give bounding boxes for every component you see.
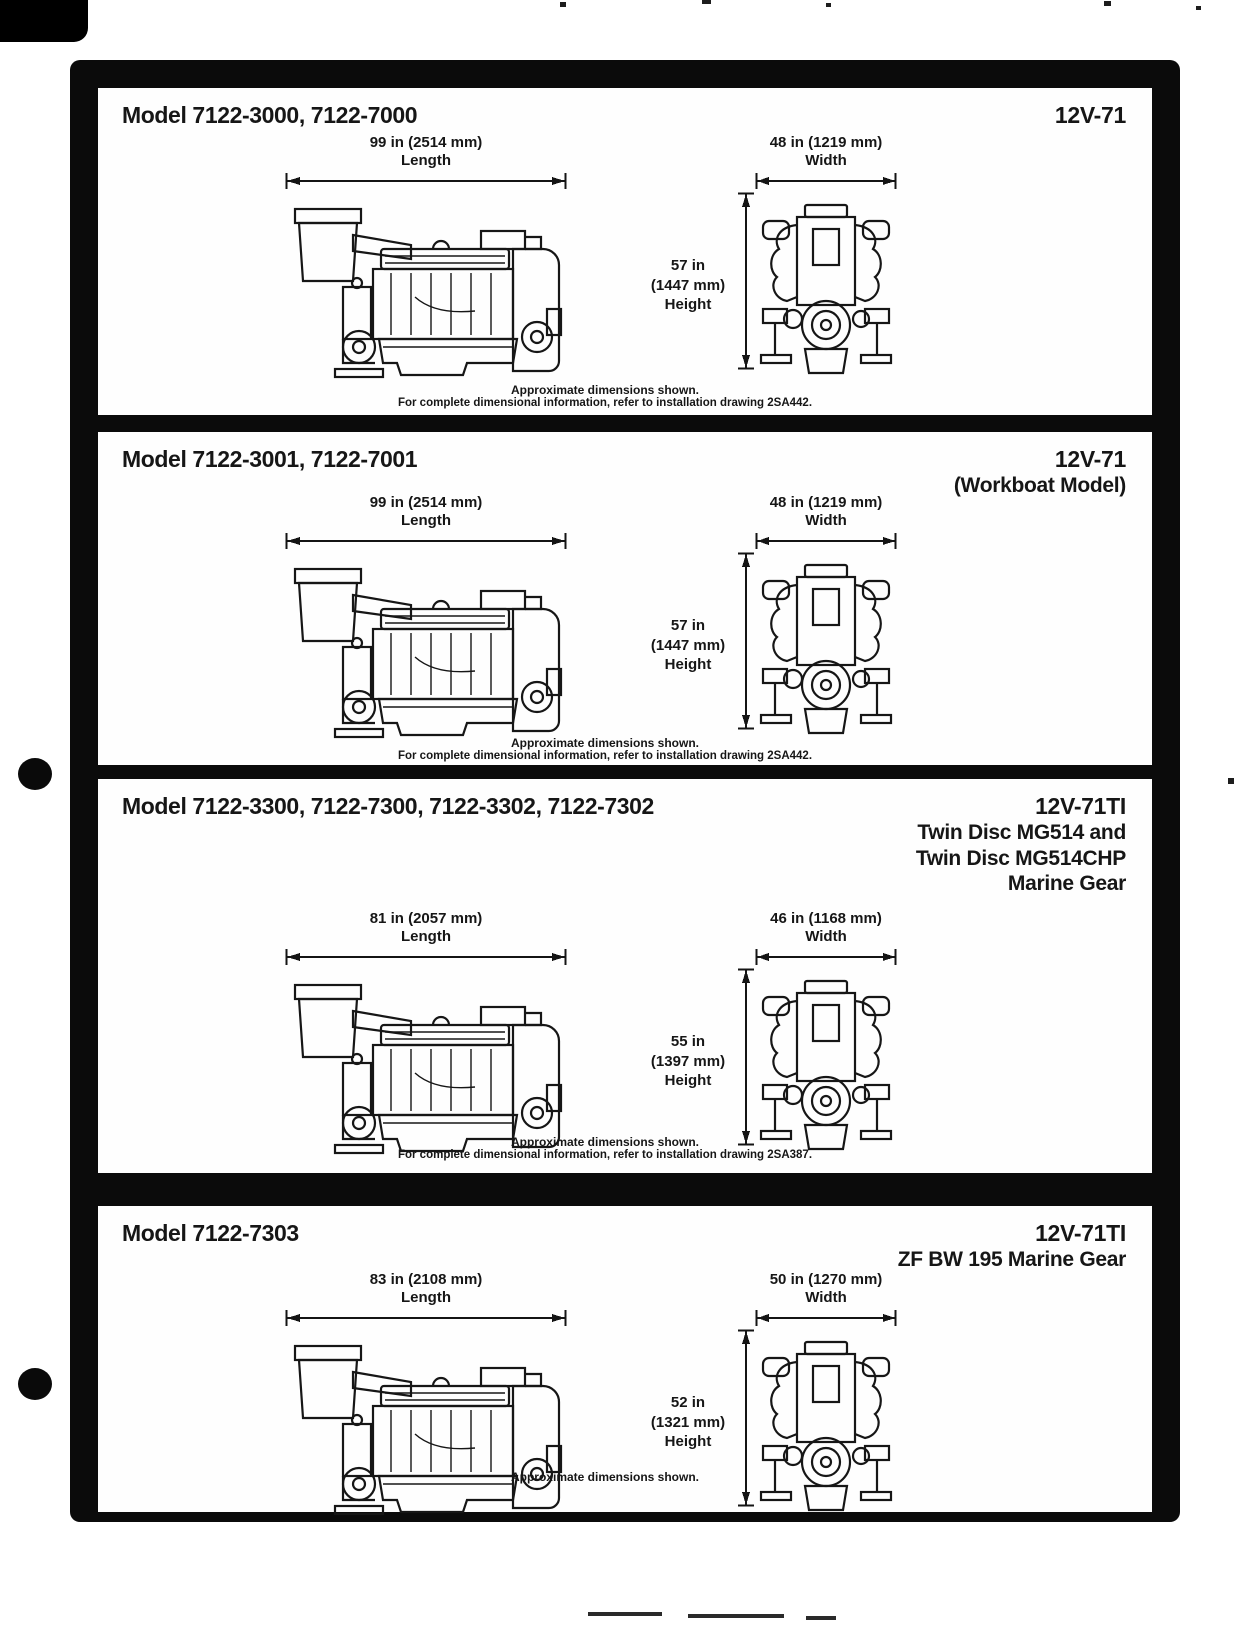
width-dimension-arrow: [755, 173, 897, 189]
height-dimension-mm: (1321 mm): [650, 1413, 726, 1431]
height-dimension-value: 57 in: [670, 257, 706, 274]
height-dimension-label: Height: [664, 296, 712, 313]
scan-noise-dot: [1196, 6, 1201, 10]
panel-header: [98, 88, 1152, 129]
height-dimension-arrow: [738, 968, 754, 1146]
width-dimension-value: 50 in (1270 mm): [769, 1271, 883, 1288]
engine-front-view-drawing: [755, 557, 897, 739]
engine-sublabel: Marine Gear: [1007, 872, 1126, 896]
engine-sublabel: Twin Disc MG514CHP: [915, 846, 1126, 870]
length-dimension-label: Length: [401, 928, 451, 945]
panel-notes: [98, 736, 1112, 762]
engine-side-view-drawing: [285, 197, 567, 383]
engine-side-view-drawing: [285, 1334, 567, 1520]
length-dimension-label: Length: [401, 512, 451, 529]
height-dimension-label: Height: [664, 656, 712, 673]
scan-corner-mark: [0, 0, 88, 42]
length-dimension-arrow: [285, 173, 567, 189]
panel-header: [98, 779, 1152, 897]
width-dimension-value: 46 in (1168 mm): [770, 910, 882, 927]
spec-panel-7122-7303: [98, 1206, 1152, 1512]
drawing-area: [98, 494, 1152, 744]
drawing-area: [98, 910, 1152, 1160]
drawing-area: [98, 134, 1152, 384]
engine-designation-block: [916, 793, 1126, 897]
height-dimension-label: Height: [664, 1072, 712, 1089]
engine-sublabel: Twin Disc MG514 and: [917, 821, 1126, 844]
approx-dimensions-note: Approximate dimensions shown.: [510, 736, 700, 750]
spec-panel-7122-3000: [98, 88, 1152, 415]
engine-sublabel: (Workboat Model): [953, 474, 1126, 497]
width-dimension-value: 48 in (1219 mm): [769, 494, 883, 511]
length-dimension-value: 99 in (2514 mm): [369, 494, 483, 511]
scan-noise-dot: [826, 3, 831, 7]
width-dimension-arrow: [755, 533, 897, 549]
engine-designation: 12V-71: [1054, 102, 1126, 128]
spec-panel-7122-3001: [98, 432, 1152, 765]
width-dimension-arrow: [755, 1310, 897, 1326]
height-dimension-arrow: [738, 192, 754, 370]
height-dimension-text: [644, 616, 732, 675]
height-dimension-value: 55 in: [670, 1033, 706, 1050]
height-dimension-value: 52 in: [670, 1394, 706, 1411]
width-dimension-label: Width: [805, 1289, 847, 1306]
page-frame: [70, 60, 1180, 1522]
height-dimension-mm: (1447 mm): [650, 636, 726, 654]
front-view-group: [755, 494, 897, 739]
width-dimension-label: Width: [805, 928, 847, 945]
length-dimension-value: 99 in (2514 mm): [369, 134, 483, 151]
approx-dimensions-note: Approximate dimensions shown.: [510, 383, 700, 397]
installation-drawing-note: For complete dimensional information, refer to installation drawing 2SA442.: [397, 750, 813, 762]
engine-front-view-drawing: [755, 1334, 897, 1516]
engine-designation: 12V-71TI: [1035, 793, 1126, 819]
engine-sublabel: ZF BW 195 Marine Gear: [897, 1248, 1126, 1271]
panel-header: [98, 432, 1152, 499]
scan-noise-dot: [1228, 778, 1234, 784]
length-dimension-arrow: [285, 1310, 567, 1326]
scan-noise-dot: [702, 0, 711, 4]
side-view-group: [285, 494, 567, 743]
height-dimension-text: [644, 256, 732, 315]
length-dimension-label: Length: [401, 152, 451, 169]
approx-dimensions-note: Approximate dimensions shown.: [510, 1135, 700, 1149]
length-dimension-value: 81 in (2057 mm): [369, 910, 483, 927]
panel-notes: [98, 383, 1112, 409]
scan-noise-dash: [806, 1616, 836, 1620]
engine-front-view-drawing: [755, 973, 897, 1155]
hole-punch-mark: [18, 1368, 52, 1400]
length-dimension-arrow: [285, 949, 567, 965]
panel-title: Model 7122-3300, 7122-7300, 7122-3302, 7122-7302: [122, 793, 654, 819]
panel-notes: [98, 1135, 1112, 1161]
approx-dimensions-note: Approximate dimensions shown.: [510, 1470, 700, 1484]
width-dimension-arrow: [755, 949, 897, 965]
length-dimension-value: 83 in (2108 mm): [369, 1271, 483, 1288]
height-dimension-mm: (1447 mm): [650, 276, 726, 294]
engine-designation-block: [898, 1220, 1126, 1273]
scan-noise-dot: [1104, 1, 1111, 6]
engine-side-view-drawing: [285, 557, 567, 743]
front-view-group: [755, 910, 897, 1155]
engine-designation: 12V-71: [1054, 446, 1126, 472]
panel-title: Model 7122-3000, 7122-7000: [122, 102, 418, 128]
height-dimension-mm: (1397 mm): [650, 1052, 726, 1070]
height-dimension-text: [644, 1393, 732, 1452]
scan-noise-dash: [588, 1612, 662, 1616]
spec-panel-7122-3300: [98, 779, 1152, 1173]
front-view-group: [755, 134, 897, 379]
engine-designation-block: [1055, 102, 1126, 129]
hole-punch-mark: [18, 758, 52, 790]
height-dimension-value: 57 in: [670, 617, 706, 634]
installation-drawing-note: For complete dimensional information, refer to installation drawing 2SA442.: [397, 397, 813, 409]
width-dimension-value: 48 in (1219 mm): [769, 134, 883, 151]
engine-designation: 12V-71TI: [1035, 1220, 1126, 1246]
length-dimension-arrow: [285, 533, 567, 549]
height-dimension-label: Height: [664, 1433, 712, 1450]
scan-noise-dash: [688, 1614, 784, 1618]
panel-title: Model 7122-3001, 7122-7001: [122, 446, 418, 472]
engine-front-view-drawing: [755, 197, 897, 379]
engine-side-view-drawing: [285, 973, 567, 1159]
panel-title: Model 7122-7303: [122, 1220, 299, 1246]
height-dimension-arrow: [738, 552, 754, 730]
scan-noise-dot: [560, 2, 566, 7]
installation-drawing-note: For complete dimensional information, refer to installation drawing 2SA387.: [397, 1149, 813, 1161]
width-dimension-label: Width: [805, 512, 847, 529]
side-view-group: [285, 134, 567, 383]
side-view-group: [285, 910, 567, 1159]
width-dimension-label: Width: [805, 152, 847, 169]
height-dimension-text: [644, 1032, 732, 1091]
panel-header: [98, 1206, 1152, 1273]
engine-designation-block: [954, 446, 1126, 499]
panel-notes: [98, 1470, 1112, 1484]
length-dimension-label: Length: [401, 1289, 451, 1306]
